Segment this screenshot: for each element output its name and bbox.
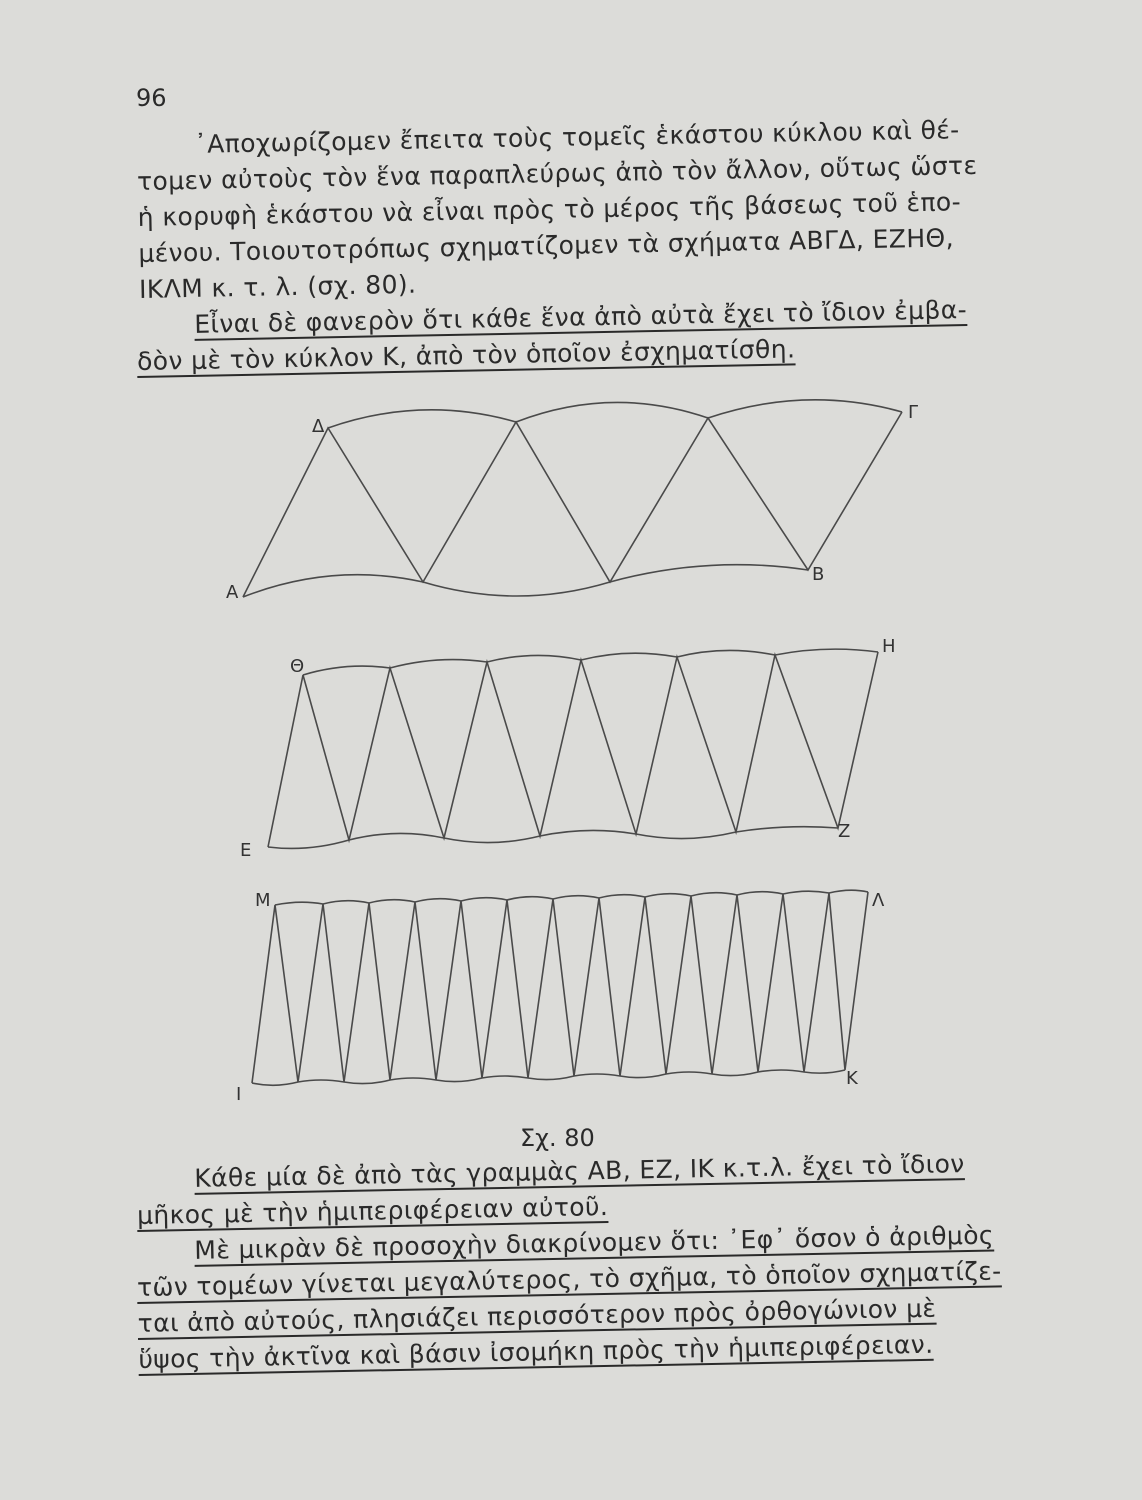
label-zeta: Ζ [838,821,851,842]
label-gamma: Γ [908,402,919,423]
text-line: ΙΚΛΜ κ. τ. λ. (σχ. 80). [138,269,417,304]
text-line: ἡ κορυφὴ ἑκάστου νὰ εἶναι πρὸς τὸ μέρος τῆς βάσεως τοῦ ἑπο- [137,187,962,232]
shape-ezhth-bottom-arcs [268,827,838,849]
shape-iklm-bottom-arcs [252,1070,845,1085]
shape-iklm-top-arcs [275,890,868,905]
label-alpha: Α [226,582,239,603]
shape-abgd-bottom-arcs [243,565,808,597]
shape-abgd [243,400,902,597]
label-beta: Β [812,564,825,585]
label-eta: Η [882,636,896,657]
figure-caption: Σχ. 80 [520,1124,595,1152]
text-line: ὕψος τὴν ἀκτῖνα καὶ βάσιν ἰσομήκη πρὸς τὴν ἡμιπεριφέρειαν. [138,1329,934,1374]
label-epsilon: Ε [240,840,252,861]
label-theta: Θ [290,656,305,677]
text-line: ᾿Αποχωρίζομεν ἔπειτα τοὺς τομεῖς ἑκάστου κύκλου καὶ θέ- [194,115,960,159]
page-number: 96 [136,84,167,112]
paragraph-rectangle-approximation [136,1217,1009,1378]
shape-iklm-radii [252,892,868,1083]
text-line: τομεν αὐτοὺς τὸν ἕνα παραπλεύρως ἀπὸ τὸν ἄλλον, οὕτως ὥστε [136,150,978,196]
shape-ezhth [268,649,878,848]
shape-ezhth-radii [268,652,878,847]
text-line: Μὲ μικρὰν δὲ προσοχὴν διακρίνομεν ὅτι: ᾿Εφ᾿ ὅσον ὁ ἀριθμὸς [194,1220,995,1265]
shape-abgd-top-arcs [328,400,902,428]
text-line: ται ἀπὸ αὐτούς, πλησιάζει περισσότερον πρὸς ὀρθογώνιον μὲ [137,1293,937,1338]
text-line: τῶν τομέων γίνεται μεγαλύτερος, τὸ σχῆμα, τὸ ὁποῖον σχηματίζε- [136,1256,1002,1302]
text-line: μένου. Τοιουτοτρόπως σχηματίζομεν τὰ σχήματα ΑΒΓΔ, ΕΖΗΘ, [138,223,955,268]
text-line: Εἶναι δὲ φανερὸν ὅτι κάθε ἕνα ἀπὸ αὐτὰ ἔχει τὸ ἴδιον ἐμβα- [194,295,968,339]
label-iota: Ι [236,1084,242,1105]
shape-iklm [252,890,868,1085]
label-kappa: Κ [846,1068,858,1089]
text-line: δὸν μὲ τὸν κύκλον Κ, ἀπὸ τὸν ὁποῖον ἐσχηματίσθη. [136,334,796,376]
text-line: Κάθε μία δὲ ἀπὸ τὰς γραμμὰς ΑΒ, ΕΖ, ΙΚ κ.τ.λ. ἔχει τὸ ἴδιον [194,1149,965,1193]
label-delta: Δ [312,416,325,437]
text-line: μῆκος μὲ τὴν ἡμιπεριφέρειαν αὐτοῦ. [136,1191,609,1230]
label-lambda: Λ [872,890,885,911]
label-mu: Μ [255,890,271,911]
